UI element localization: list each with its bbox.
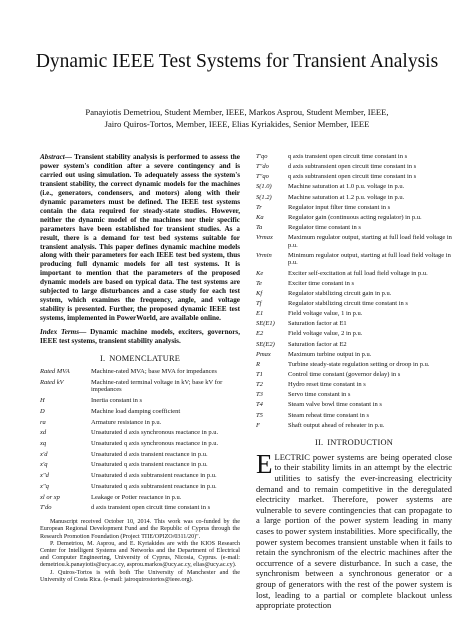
nomenclature-description: q axis subtransient open circuit time constant in s <box>288 173 417 181</box>
nomenclature-symbol: T1 <box>256 371 263 378</box>
right-column <box>256 153 452 611</box>
nomenclature-description: Machine-rated terminal voltage in kV; base kV for impedances <box>91 378 223 394</box>
nomenclature-description: Control time constant (governor delay) in s <box>288 371 401 378</box>
nomenclature-description: Shaft output ahead of reheater in p.u. <box>288 421 385 429</box>
nomenclature-row <box>256 391 452 401</box>
nomenclature-row <box>256 173 452 183</box>
nomenclature-row <box>256 381 452 391</box>
nomenclature-description: Machine load damping coefficient <box>91 407 181 415</box>
nomenclature-row <box>256 422 452 432</box>
author-line-1: Panayiotis Demetriou, Student Member, IEEE, Markos Asprou, Student Member, IEEE, <box>85 107 389 117</box>
nomenclature-symbol: Ta <box>256 223 263 231</box>
nomenclature-symbol: xq <box>40 440 47 448</box>
dropcap-letter: E <box>256 448 273 479</box>
nomenclature-symbol: E1 <box>256 310 264 318</box>
nomenclature-row <box>40 494 240 505</box>
abstract-text: Transient stability analysis is performed to assess the power system's condition after a severe contingency and is carried out using simulation. To adequately assess the system's transient stability, the correct dynamic models for the machines (i.e., generators, condensers, and motors) along with their dynamic parameters must be defined. The IEEE test systems contain the data required for steady-state studies. However, neither the dynamic model of the machines nor their specific parameters have been established for transient studies. As a result, there is a demand for test bed systems suitable for transient analysis. This paper defines dynamic machine models along with their parameters for each IEEE test bed system, thus producing full dynamic models for all test systems. It is important to mention that the parameters of the proposed dynamic models are based on typical data. The test systems are subjected to large disturbances and a case study for each test system, which examines the frequency, angle, and voltage stability is presented. Further, the proposed dynamic IEEE test systems, implemented in PowerWorld, are available online. <box>40 153 240 323</box>
left-column <box>40 153 240 584</box>
index-terms <box>40 328 240 346</box>
nomenclature-row <box>256 351 452 361</box>
nomenclature-symbol: T3 <box>256 391 263 399</box>
introduction-text: LECTRIC power systems are being operated close to their stability limits in an attempt by the electric utilities to satisfy the ever-increasing electricity demand and to remain competitive in the deregulated electricity market. Therefore, power systems are vulnerable to severe contingencies that can propagate to a large portion of the power system leading in many cases to power system instabilities. More specifically, the power system becomes transient unstable when it fails to retain the synchronism of the electric machines after the occurrence of a severe disturbance. In such a case, the synchronism between a synchronous generator or a group of generators with the rest of the power system is lost, leading to a partial or complete blackout unless appropriate protection <box>256 451 452 611</box>
nomenclature-row <box>256 310 452 320</box>
nomenclature-symbol: D <box>40 407 45 415</box>
nomenclature-description: Regulator gain (continuous acting regulator) in p.u. <box>288 213 422 221</box>
nomenclature-symbol: x'd <box>40 450 48 458</box>
nomenclature-row <box>40 440 240 451</box>
nomenclature-description: Exciter time constant in s <box>288 279 355 287</box>
nomenclature-title: NOMENCLATURE <box>109 354 181 364</box>
nomenclature-description: Leakage or Potier reactance in p.u. <box>91 493 182 501</box>
nomenclature-symbol: Vrmin <box>256 251 272 259</box>
nomenclature-symbol: F <box>256 421 260 429</box>
nomenclature-description: Field voltage value, 2 in p.u. <box>288 330 363 338</box>
nomenclature-description: Unsaturated q axis transient reactance in p.u. <box>91 461 208 469</box>
nomenclature-symbol: T'do <box>40 504 52 512</box>
nomenclature-row <box>40 379 240 397</box>
nomenclature-symbol: SE(E1) <box>256 320 275 328</box>
nomenclature-symbol: S(1.2) <box>256 193 272 201</box>
nomenclature-description: Machine saturation at 1.2 p.u. voltage in p.u. <box>288 193 405 201</box>
nomenclature-row <box>256 194 452 204</box>
nomenclature-table-right <box>256 153 452 432</box>
index-terms-text: Dynamic machine models, exciters, governors, IEEE test systems, transient stability analysis. <box>40 328 240 346</box>
nomenclature-description: Steam valve bowl time constant in s <box>288 401 382 409</box>
nomenclature-symbol: Rated MVA <box>40 368 70 376</box>
introduction-number: II. <box>315 437 324 447</box>
nomenclature-description: Steam reheat time constant in s <box>288 411 370 419</box>
footnote-affiliation-1: P. Demetriou, M. Asprou, and E. Kyriakides are with the KIOS Research Center for Intelligent Systems and Networks and the Department of Electrical and Computer Engineering, University of Cyprus, Nicosia, Cyprus. (e-mail: demetriou.k.panayiotis@ucy.ac.cy, asprou.markos@ucy.ac.cy, elias@ucy.ac.cy). <box>40 540 240 569</box>
nomenclature-table-left <box>40 368 240 515</box>
nomenclature-symbol: Pmax <box>256 350 271 358</box>
nomenclature-symbol: T2 <box>256 381 263 389</box>
nomenclature-description: d axis transient open circuit time constant in s <box>91 504 211 512</box>
nomenclature-row <box>256 330 452 340</box>
introduction-heading <box>256 438 452 447</box>
nomenclature-description: Servo time constant in s <box>288 391 351 399</box>
nomenclature-description: Unsaturated q axis subtransient reactance in p.u. <box>91 482 217 490</box>
nomenclature-symbol: ra <box>40 418 46 426</box>
nomenclature-row <box>256 183 452 193</box>
nomenclature-symbol: E2 <box>256 330 264 338</box>
nomenclature-description: Inertia constant in s <box>91 397 143 405</box>
author-line-2: Jairo Quiros-Tortos, Member, IEEE, Elias Kyriakides, Senior Member, IEEE <box>104 119 370 129</box>
nomenclature-description: Armature resistance in p.u. <box>91 418 162 426</box>
nomenclature-symbol: xl or xp <box>40 493 60 501</box>
nomenclature-symbol: T"do <box>256 163 269 171</box>
nomenclature-description: Regulator time constant in s <box>288 223 361 231</box>
nomenclature-row <box>256 252 452 270</box>
nomenclature-row <box>256 320 452 330</box>
nomenclature-symbol: x"q <box>40 482 49 490</box>
nomenclature-row <box>40 397 240 408</box>
nomenclature-row <box>256 214 452 224</box>
nomenclature-row <box>256 371 452 381</box>
nomenclature-description: Unsaturated d axis synchronous reactance in p.u. <box>91 429 219 437</box>
nomenclature-row <box>40 472 240 483</box>
nomenclature-row <box>256 153 452 163</box>
nomenclature-symbol: T'qo <box>256 153 268 160</box>
nomenclature-description: d axis subtransient open circuit time constant in s <box>288 163 417 171</box>
author-list <box>0 106 474 130</box>
nomenclature-heading <box>40 354 240 363</box>
nomenclature-symbol: T4 <box>256 401 263 409</box>
nomenclature-row <box>40 368 240 379</box>
nomenclature-symbol: SE(E2) <box>256 340 275 348</box>
nomenclature-description: Turbine steady-state regulation setting or droop in p.u. <box>288 360 430 368</box>
nomenclature-symbol: Kf <box>256 289 263 297</box>
nomenclature-description: Regulator input filter time constant in s <box>288 203 391 211</box>
nomenclature-row <box>256 290 452 300</box>
nomenclature-symbol: Ke <box>256 269 264 277</box>
nomenclature-symbol: Vrmax <box>256 234 273 242</box>
abstract-label: Abstract— <box>40 153 72 161</box>
nomenclature-row <box>40 408 240 419</box>
nomenclature-row <box>256 224 452 234</box>
nomenclature-symbol: S(1.0) <box>256 183 272 191</box>
nomenclature-row <box>40 504 240 515</box>
nomenclature-row <box>256 300 452 310</box>
nomenclature-row <box>256 234 452 252</box>
nomenclature-symbol: x'q <box>40 461 48 469</box>
nomenclature-description: Exciter self-excitation at full load field voltage in p.u. <box>288 269 428 277</box>
nomenclature-description: Machine saturation at 1.0 p.u. voltage in p.u. <box>288 183 405 191</box>
nomenclature-symbol: R <box>256 360 260 368</box>
nomenclature-description: Hydro reset time constant in s <box>288 381 366 389</box>
nomenclature-symbol: T"qo <box>256 173 269 181</box>
nomenclature-symbol: Rated kV <box>40 378 64 386</box>
nomenclature-row <box>256 341 452 351</box>
nomenclature-row <box>40 451 240 462</box>
nomenclature-row <box>256 412 452 422</box>
nomenclature-description: Saturation factor at E2 <box>288 340 347 348</box>
nomenclature-description: Maximum regulator output, starting at full load field voltage in p.u. <box>288 234 452 249</box>
nomenclature-description: Regulator stabilizing circuit time constant in s <box>288 300 408 308</box>
nomenclature-description: Unsaturated d axis transient reactance in p.u. <box>91 450 208 458</box>
nomenclature-symbol: Tr <box>256 203 262 211</box>
nomenclature-row <box>256 163 452 173</box>
introduction-paragraph <box>256 448 452 611</box>
nomenclature-symbol: Te <box>256 279 262 287</box>
nomenclature-description: Unsaturated q axis synchronous reactance in p.u. <box>91 440 219 448</box>
nomenclature-description: Regulator stabilizing circuit gain in p.u. <box>288 289 392 297</box>
nomenclature-row <box>40 461 240 472</box>
nomenclature-row <box>256 270 452 280</box>
nomenclature-symbol: xd <box>40 429 47 437</box>
nomenclature-row <box>40 429 240 440</box>
nomenclature-description: Unsaturated d axis subtransient reactance in p.u. <box>91 472 217 480</box>
nomenclature-row <box>256 204 452 214</box>
footnote-affiliation-2: J. Quiros-Tortos is with both The University of Manchester and the University of Costa Rica. (e-mail: jairoquirostortos@ieee.org). <box>40 569 240 583</box>
footnote <box>40 519 240 584</box>
nomenclature-row <box>40 419 240 430</box>
abstract <box>40 153 240 323</box>
nomenclature-symbol: T5 <box>256 411 263 419</box>
nomenclature-row <box>40 483 240 494</box>
nomenclature-row <box>256 361 452 371</box>
footnote-manuscript: Manuscript received October 10, 2014. This work was co-funded by the European Regional Development Fund and the Republic of Cyprus through the Research Promotion Foundation (Project ΤΠΕ/ΟΡΙΖΟ/0311/20)". <box>40 519 240 540</box>
nomenclature-row <box>256 280 452 290</box>
nomenclature-symbol: Ka <box>256 213 264 221</box>
nomenclature-description: Minimum regulator output, starting at full load field voltage in p.u. <box>288 251 451 267</box>
nomenclature-description: Field voltage value, 1 in p.u. <box>288 310 363 318</box>
nomenclature-description: Maximum turbine output in p.u. <box>288 350 372 358</box>
nomenclature-description: q axis transient open circuit time constant in s <box>288 153 408 160</box>
nomenclature-description: Machine-rated MVA; base MVA for impedances <box>91 368 217 376</box>
introduction-title: INTRODUCTION <box>327 437 393 447</box>
nomenclature-number: I. <box>99 354 106 364</box>
index-terms-label: Index Terms— <box>40 328 87 337</box>
nomenclature-symbol: x"d <box>40 472 49 480</box>
nomenclature-row <box>256 401 452 411</box>
nomenclature-symbol: H <box>40 397 45 405</box>
paper-title: Dynamic IEEE Test Systems for Transient Analysis <box>35 51 439 72</box>
nomenclature-description: Saturation factor at E1 <box>288 320 347 328</box>
nomenclature-symbol: Tf <box>256 300 262 308</box>
